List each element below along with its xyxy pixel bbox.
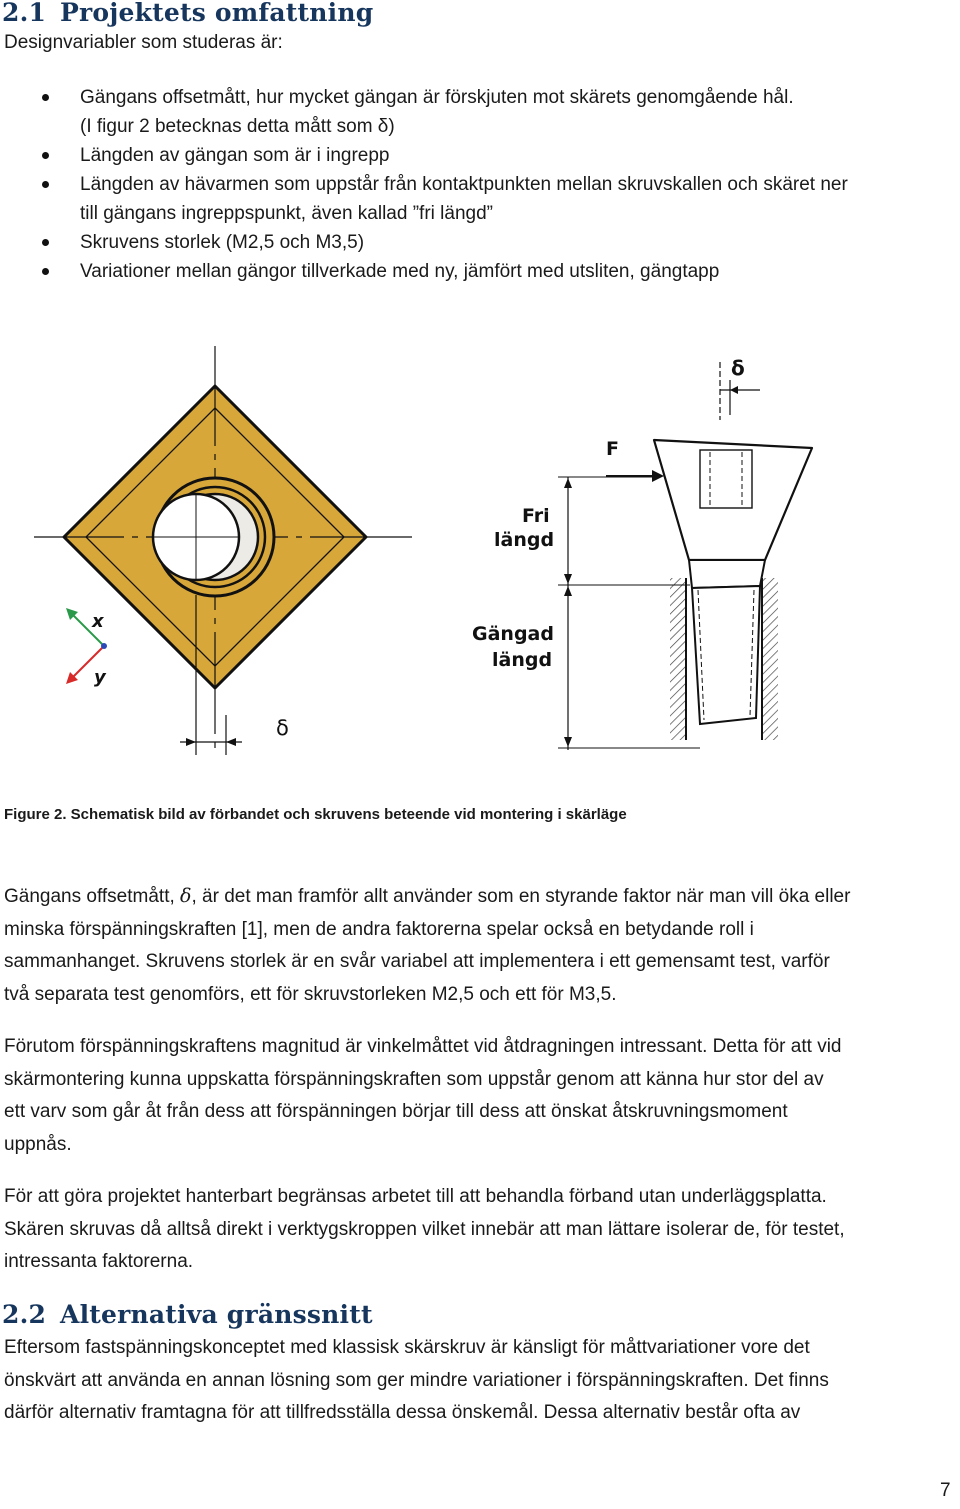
bullet-dot (42, 94, 49, 101)
threaded-length-label-line1: Gängad (472, 623, 554, 645)
arrowhead (564, 478, 572, 488)
paragraph-line: två separata test genomförs, ett för skruvstorleken M2,5 och ett för M3,5. (4, 983, 617, 1005)
free-length-label-line1: Fri (522, 505, 550, 527)
figure-caption: Figure 2. Schematisk bild av förbandet och skruvens beteende vid montering i skärläge (4, 806, 627, 823)
list-item-continued: till gängans ingreppspunkt, även kallad ”fri längd” (80, 203, 493, 224)
paragraph-line: sammanhanget. Skruvens storlek är en svår variabel att implementera i ett gemensamt test, varför (4, 951, 830, 972)
paragraph-offset (4, 880, 959, 1011)
list-item: Skruvens storlek (M2,5 och M3,5) (80, 232, 365, 253)
section-title: Alternativa gränssnitt (60, 1300, 373, 1329)
paragraph-line: önskvärt att använda en annan lösning som ger mindre variationer i förspänningskraften. Det finns (4, 1369, 829, 1391)
section-heading-2-1 (2, 0, 373, 27)
delta-label: δ (731, 356, 745, 380)
paragraph-line: uppnås. (4, 1133, 72, 1155)
paragraph-line: Skären skruvas då alltså direkt i verktygskroppen vilket innebär att man lättare isolerar de, för testet, (4, 1218, 845, 1240)
y-axis-label: y (94, 667, 106, 688)
bullet-dot (42, 152, 49, 159)
list-item: Gängans offsetmått, hur mycket gängan är förskjuten mot skärets genomgående hål. (80, 87, 794, 108)
bullet-dot (42, 181, 49, 188)
paragraph-line: Förutom förspänningskraftens magnitud är vinkelmåttet vid åtdragningen intressant. Detta för att vid (4, 1036, 842, 1057)
arrowhead (226, 738, 236, 746)
force-label: F (606, 438, 619, 460)
paragraph-scope (4, 1181, 959, 1279)
arrowhead (564, 737, 572, 747)
section-heading-2-2 (2, 1300, 373, 1329)
paragraph-line: intressanta faktorerna. (4, 1251, 194, 1272)
x-axis-label: x (92, 611, 104, 632)
paragraph-line: ett varv som går åt från dess att förspänningen börjar till dess att önskat åtskruvningsmoment (4, 1101, 788, 1122)
threaded-length-label-line2: längd (492, 649, 553, 671)
paragraph-line: Eftersom fastspänningskonceptet med klassisk skärskruv är känsligt för måttvariationer vore det (4, 1337, 810, 1358)
delta-label: δ (276, 716, 289, 740)
list-item-continued: (I figur 2 betecknas detta mått som δ) (80, 116, 395, 137)
free-length-label-line2: längd (494, 529, 555, 551)
screw-neck (689, 560, 765, 588)
screw-thread (692, 586, 760, 724)
hole-wall-right (762, 578, 778, 740)
axis-origin (101, 643, 107, 649)
section-title: Projektets omfattning (60, 0, 374, 27)
arrowhead (564, 586, 572, 596)
section-number: 2.1 (2, 0, 47, 27)
paragraph-line: därför alternativ framtagna för att tillfredsställa dessa önskemål. Dessa alternativ består ofta av (4, 1402, 801, 1423)
paragraph-line: skärmontering kunna uppskatta förspänningskraften som uppstår genom att känna hur stor del av (4, 1068, 824, 1090)
list-item: Längden av hävarmen som uppstår från kontaktpunkten mellan skruvskallen och skäret ner (80, 174, 848, 195)
arrowhead (564, 574, 572, 584)
arrowhead (186, 738, 196, 746)
paragraph-angle (4, 1031, 959, 1161)
paragraph-alternatives (4, 1332, 959, 1430)
list-item: Variationer mellan gängor tillverkade med ny, jämfört med utsliten, gängtapp (80, 261, 720, 282)
page-number: 7 (940, 1480, 951, 1501)
paragraph-line (4, 880, 959, 914)
screw-section-diagram (460, 340, 820, 760)
hole-wall-left (670, 578, 686, 740)
list-item: Längden av gängan som är i ingrepp (80, 145, 390, 166)
section-number: 2.2 (2, 1300, 47, 1329)
text-run: Gängans offsetmått, (4, 886, 181, 907)
paragraph-line: minska förspänningskraften [1], men de andra faktorerna spelar också en betydande roll i (4, 918, 754, 940)
bullet-dot (42, 239, 49, 246)
arrowhead (730, 386, 738, 394)
delta-symbol: δ (180, 885, 192, 907)
intro-text: Designvariabler som studeras är: (4, 32, 283, 53)
bullet-dot (42, 268, 49, 275)
insert-top-view-diagram (20, 340, 420, 760)
paragraph-line: För att göra projektet hanterbart begränsas arbetet till att behandla förband utan underläggsplatta. (4, 1186, 827, 1207)
text-run: , är det man framför allt använder som en styrande faktor när man vill öka eller (191, 886, 851, 907)
screw-head (654, 440, 812, 560)
